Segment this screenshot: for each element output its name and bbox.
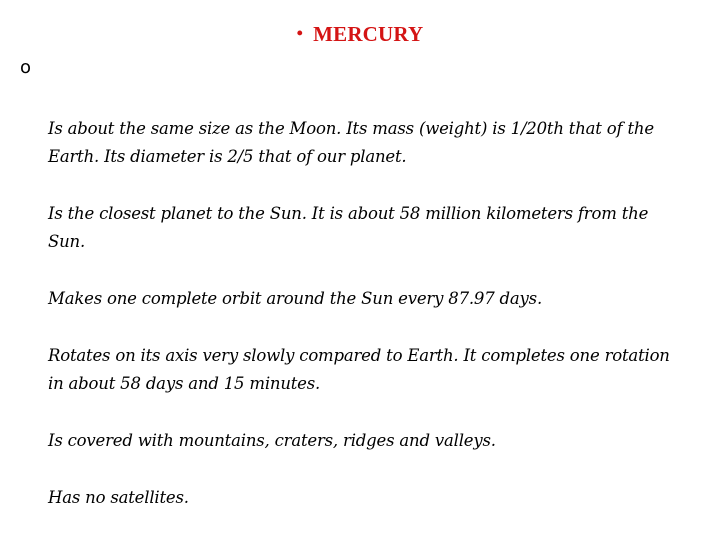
paragraph-satellites: Has no satellites. xyxy=(48,488,189,507)
slide-title: MERCURY xyxy=(313,22,424,46)
list-marker-icon: o xyxy=(20,57,32,78)
paragraph-size: Is about the same size as the Moon. Its mass (weight) is 1/20th that of the Earth. Its diameter is 2/5 that of our planet. xyxy=(48,119,654,166)
body-text xyxy=(48,115,688,512)
paragraph-surface: Is covered with mountains, craters, ridges and valleys. xyxy=(48,431,496,450)
title-bullet-icon: • xyxy=(296,23,304,43)
slide-title-row xyxy=(0,20,720,49)
paragraph-orbit: Makes one complete orbit around the Sun every 87.97 days. xyxy=(48,289,542,308)
paragraph-rotation: Rotates on its axis very slowly compared to Earth. It completes one rotation in about 58 days and 15 minutes. xyxy=(48,346,670,393)
paragraph-distance: Is the closest planet to the Sun. It is about 58 million kilometers from the Sun. xyxy=(48,204,649,251)
